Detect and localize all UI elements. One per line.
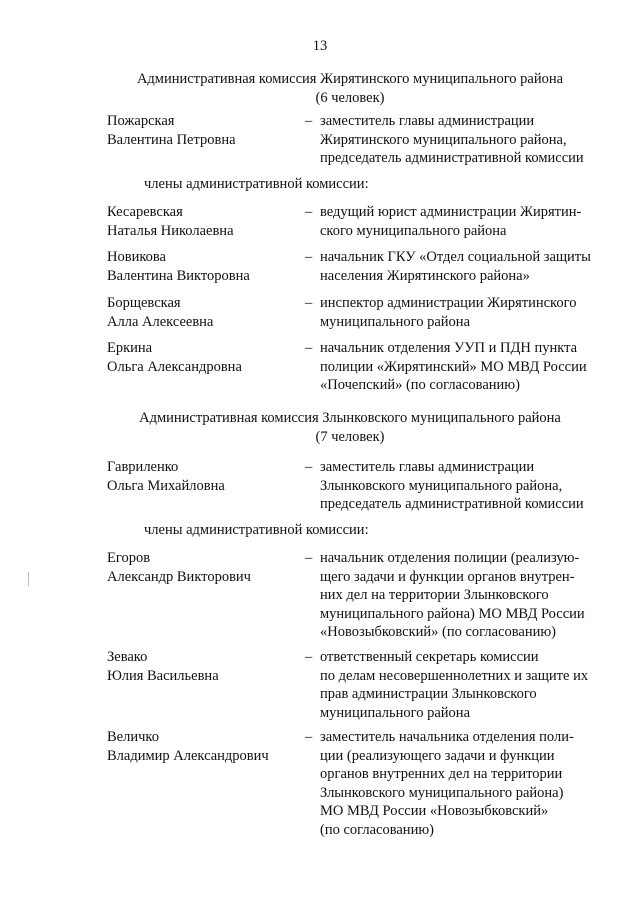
person-role <box>320 549 610 642</box>
person-surname: Величко <box>107 729 159 745</box>
role-line: населения Жирятинского района» <box>320 267 530 284</box>
role-line: начальник ГКУ «Отдел социальной защиты <box>320 249 591 265</box>
role-line: ведущий юрист администрации Жирятин- <box>320 204 582 220</box>
role-line: заместитель главы администрации <box>320 113 535 129</box>
dash-separator: – <box>305 113 313 129</box>
section-title <box>100 409 600 447</box>
role-line: начальник отделения УУП и ПДН пункта <box>320 340 578 356</box>
dash-separator: – <box>305 295 313 311</box>
person-surname: Кесаревская <box>107 204 183 220</box>
section-title-line: Административная комиссия Жирятинского муниципального района <box>136 71 564 87</box>
person-role <box>320 458 610 514</box>
person-name <box>107 648 297 686</box>
person-name <box>107 294 297 332</box>
person-given-names: Ольга Михайловна <box>107 478 225 494</box>
role-line: муниципального района) МО МВД России <box>320 605 585 622</box>
dash-separator: – <box>305 204 313 220</box>
person-role <box>320 648 610 722</box>
role-line: (по согласованию) <box>320 821 434 838</box>
role-line: по делам несовершеннолетних и защите их <box>320 667 589 684</box>
role-line: МО МВД России «Новозыбковский» <box>320 803 549 820</box>
role-line: прав администрации Злынковского <box>320 686 537 703</box>
person-given-names: Юлия Васильевна <box>107 668 219 684</box>
person-given-names: Валентина Викторовна <box>107 268 250 284</box>
role-line: заместитель начальника отделения поли- <box>320 729 574 745</box>
dash-separator: – <box>305 729 313 745</box>
section-title-count: (6 человек) <box>315 90 385 106</box>
role-line: председатель административной комиссии <box>320 150 584 167</box>
role-line: начальник отделения полиции (реализую- <box>320 550 580 566</box>
role-line: ции (реализующего задачи и функции <box>320 747 555 764</box>
role-line: Жирятинского муниципального района, <box>320 131 567 148</box>
person-name <box>107 339 297 377</box>
role-line: «Почепский» (по согласованию) <box>320 377 520 394</box>
dash-separator: – <box>305 249 313 265</box>
section-title <box>100 70 600 108</box>
section-title-count: (7 человек) <box>315 429 385 445</box>
role-line: председатель административной комиссии <box>320 496 584 513</box>
person-given-names: Александр Викторович <box>107 569 251 585</box>
section-title-line: Административная комиссия Злынковского муниципального района <box>139 410 561 426</box>
role-line: «Новозыбковский» (по согласованию) <box>320 624 557 641</box>
dash-separator: – <box>305 550 313 566</box>
person-name <box>107 728 297 766</box>
person-given-names: Валентина Петровна <box>107 132 236 148</box>
page-number: 13 <box>312 38 328 54</box>
person-surname: Еркина <box>107 340 153 356</box>
person-name <box>107 549 297 587</box>
person-role <box>320 248 610 285</box>
role-line: щего задачи и функции органов внутрен- <box>320 568 575 585</box>
role-line: муниципального района <box>320 704 470 721</box>
role-line: Злынковского муниципального района, <box>320 477 563 494</box>
person-given-names: Ольга Александровна <box>107 359 242 375</box>
person-given-names: Владимир Александрович <box>107 748 269 764</box>
person-role <box>320 294 610 331</box>
person-surname: Гавриленко <box>107 459 179 475</box>
role-line: полиции «Жирятинский» МО МВД России <box>320 358 587 375</box>
margin-mark <box>28 572 29 586</box>
person-name <box>107 112 297 150</box>
dash-separator: – <box>305 340 313 356</box>
role-line: них дел на территории Злынковского <box>320 587 549 604</box>
role-line: заместитель главы администрации <box>320 459 535 475</box>
person-given-names: Алла Алексеевна <box>107 314 214 330</box>
role-line: ского муниципального района <box>320 222 507 239</box>
person-surname: Борщевская <box>107 295 181 311</box>
person-name <box>107 203 297 241</box>
person-role <box>320 728 610 840</box>
role-line: органов внутренних дел на территории <box>320 766 563 783</box>
person-given-names: Наталья Николаевна <box>107 223 234 239</box>
role-line: Злынковского муниципального района) <box>320 784 564 801</box>
person-name <box>107 458 297 496</box>
dash-separator: – <box>305 459 313 475</box>
role-line: инспектор администрации Жирятинского <box>320 295 577 311</box>
person-surname: Егоров <box>107 550 151 566</box>
role-line: муниципального района <box>320 313 470 330</box>
person-surname: Новикова <box>107 249 166 265</box>
role-line: ответственный секретарь комиссии <box>320 649 539 665</box>
members-label: члены административной комиссии: <box>144 176 369 192</box>
person-role <box>320 112 610 168</box>
person-role <box>320 339 610 395</box>
person-name <box>107 248 297 286</box>
person-role <box>320 203 610 240</box>
person-surname: Пожарская <box>107 113 175 129</box>
members-label: члены административной комиссии: <box>144 522 369 538</box>
dash-separator: – <box>305 649 313 665</box>
person-surname: Зевако <box>107 649 148 665</box>
